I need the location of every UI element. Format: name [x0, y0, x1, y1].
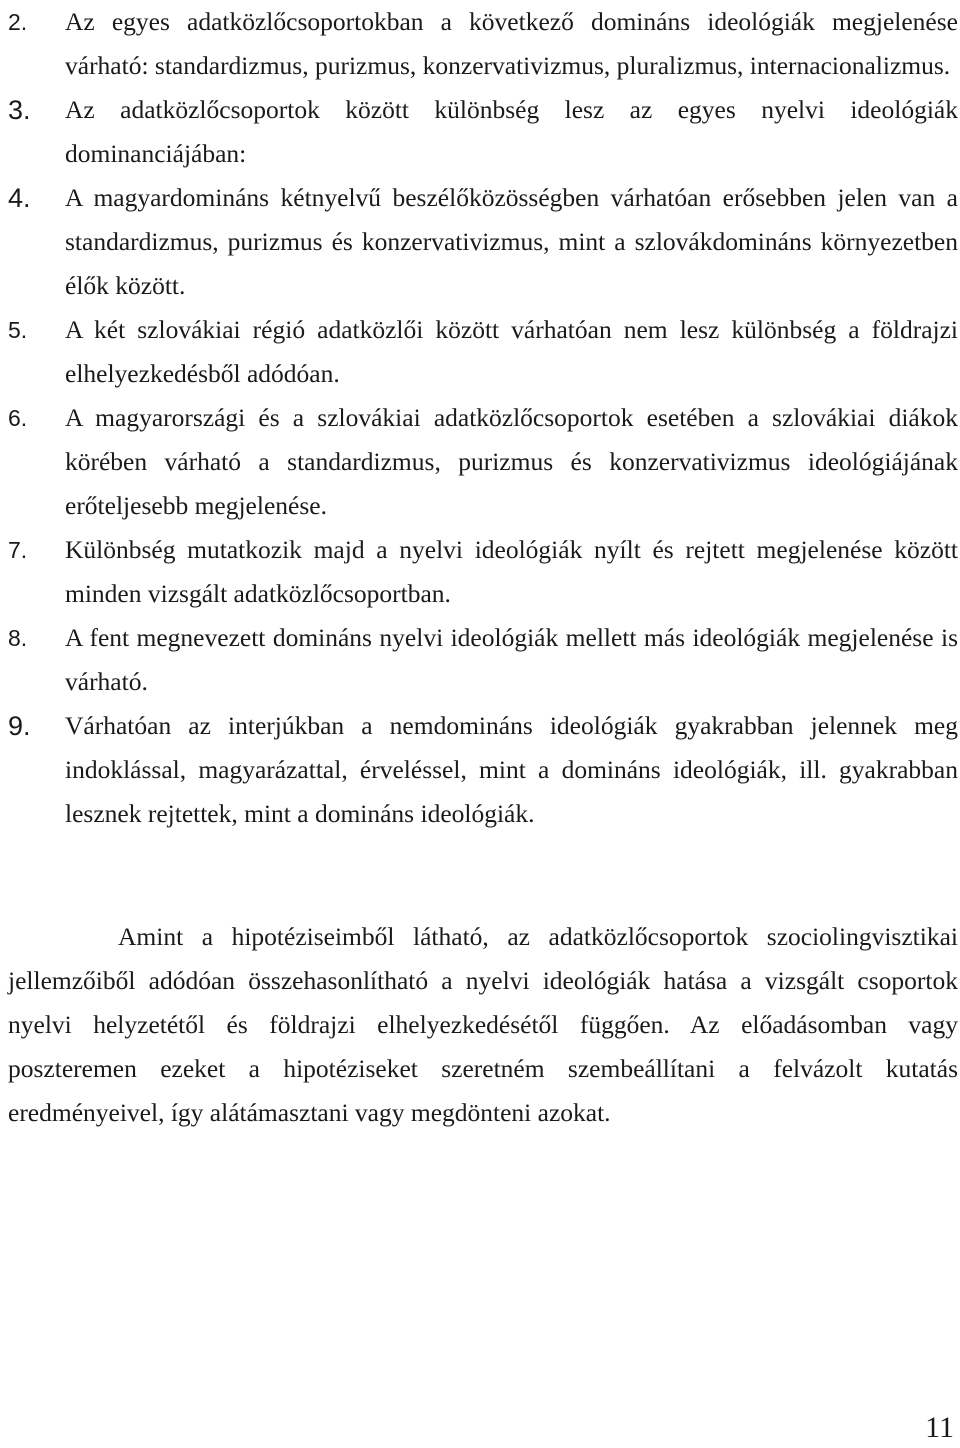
list-item — [8, 396, 960, 528]
item-number: 7. — [8, 537, 28, 563]
page-number: 11 — [925, 1411, 954, 1444]
list-item — [8, 308, 960, 396]
item-text: Az adatközlőcsoportok között különbség lesz az egyes nyelvi ideológiák dominanciájában: — [65, 95, 958, 168]
list-item — [8, 528, 960, 616]
item-text: Az egyes adatközlőcsoportokban a következő domináns ideológiák megjelenése várható: standardizmus, purizmus, konzervativizmus, pluralizmus, internacionalizmus. — [65, 7, 958, 80]
item-number: 5. — [8, 317, 28, 343]
body-paragraph: Amint a hipotéziseimből látható, az adatközlőcsoportok szociolingvisztikai jellemzőiből adódóan összehasonlítható a nyelvi ideológiák hatása a vizsgált csoportok nyelvi helyzetétől és földrajzi elhelyezkedésétől függően. Az előadásomban vagy poszteremen ezeket a hipotéziseket szeretném szembeállítani a felvázolt kutatás eredményeivel, így alátámasztani vagy megdönteni azokat. — [8, 922, 958, 1127]
list-item — [8, 88, 960, 176]
list-item — [8, 704, 960, 836]
item-number: 3. — [8, 95, 31, 125]
item-text: A két szlovákiai régió adatközlői között várhatóan nem lesz különbség a földrajzi elhelyezkedésből adódóan. — [65, 315, 958, 388]
item-number: 6. — [8, 405, 28, 431]
item-text: Várhatóan az interjúkban a nemdomináns ideológiák gyakrabban jelennek meg indoklással, magyarázattal, érveléssel, mint a domináns ideológiák, ill. gyakrabban lesznek rejtettek, mint a domináns ideológiák. — [65, 711, 958, 828]
list-item — [8, 0, 960, 88]
item-number: 9. — [8, 711, 31, 741]
item-text: A magyardomináns kétnyelvű beszélőközösségben várhatóan erősebben jelen van a standardizmus, purizmus és konzervativizmus, mint a szlovákdomináns környezetben élők között. — [65, 183, 958, 300]
item-text: A magyarországi és a szlovákiai adatközlőcsoportok esetében a szlovákiai diákok körében várható a standardizmus, purizmus és konzervativizmus ideológiájának erőteljesebb megjelenése. — [65, 403, 958, 520]
hypothesis-list — [8, 0, 960, 836]
list-item — [8, 176, 960, 308]
item-number: 4. — [8, 183, 31, 213]
list-item — [8, 616, 960, 704]
item-text: Különbség mutatkozik majd a nyelvi ideológiák nyílt és rejtett megjelenése között minden vizsgált adatközlőcsoportban. — [65, 535, 958, 608]
item-number: 2. — [8, 9, 28, 35]
item-number: 8. — [8, 625, 28, 651]
item-text: A fent megnevezett domináns nyelvi ideológiák mellett más ideológiák megjelenése is várható. — [65, 623, 958, 696]
